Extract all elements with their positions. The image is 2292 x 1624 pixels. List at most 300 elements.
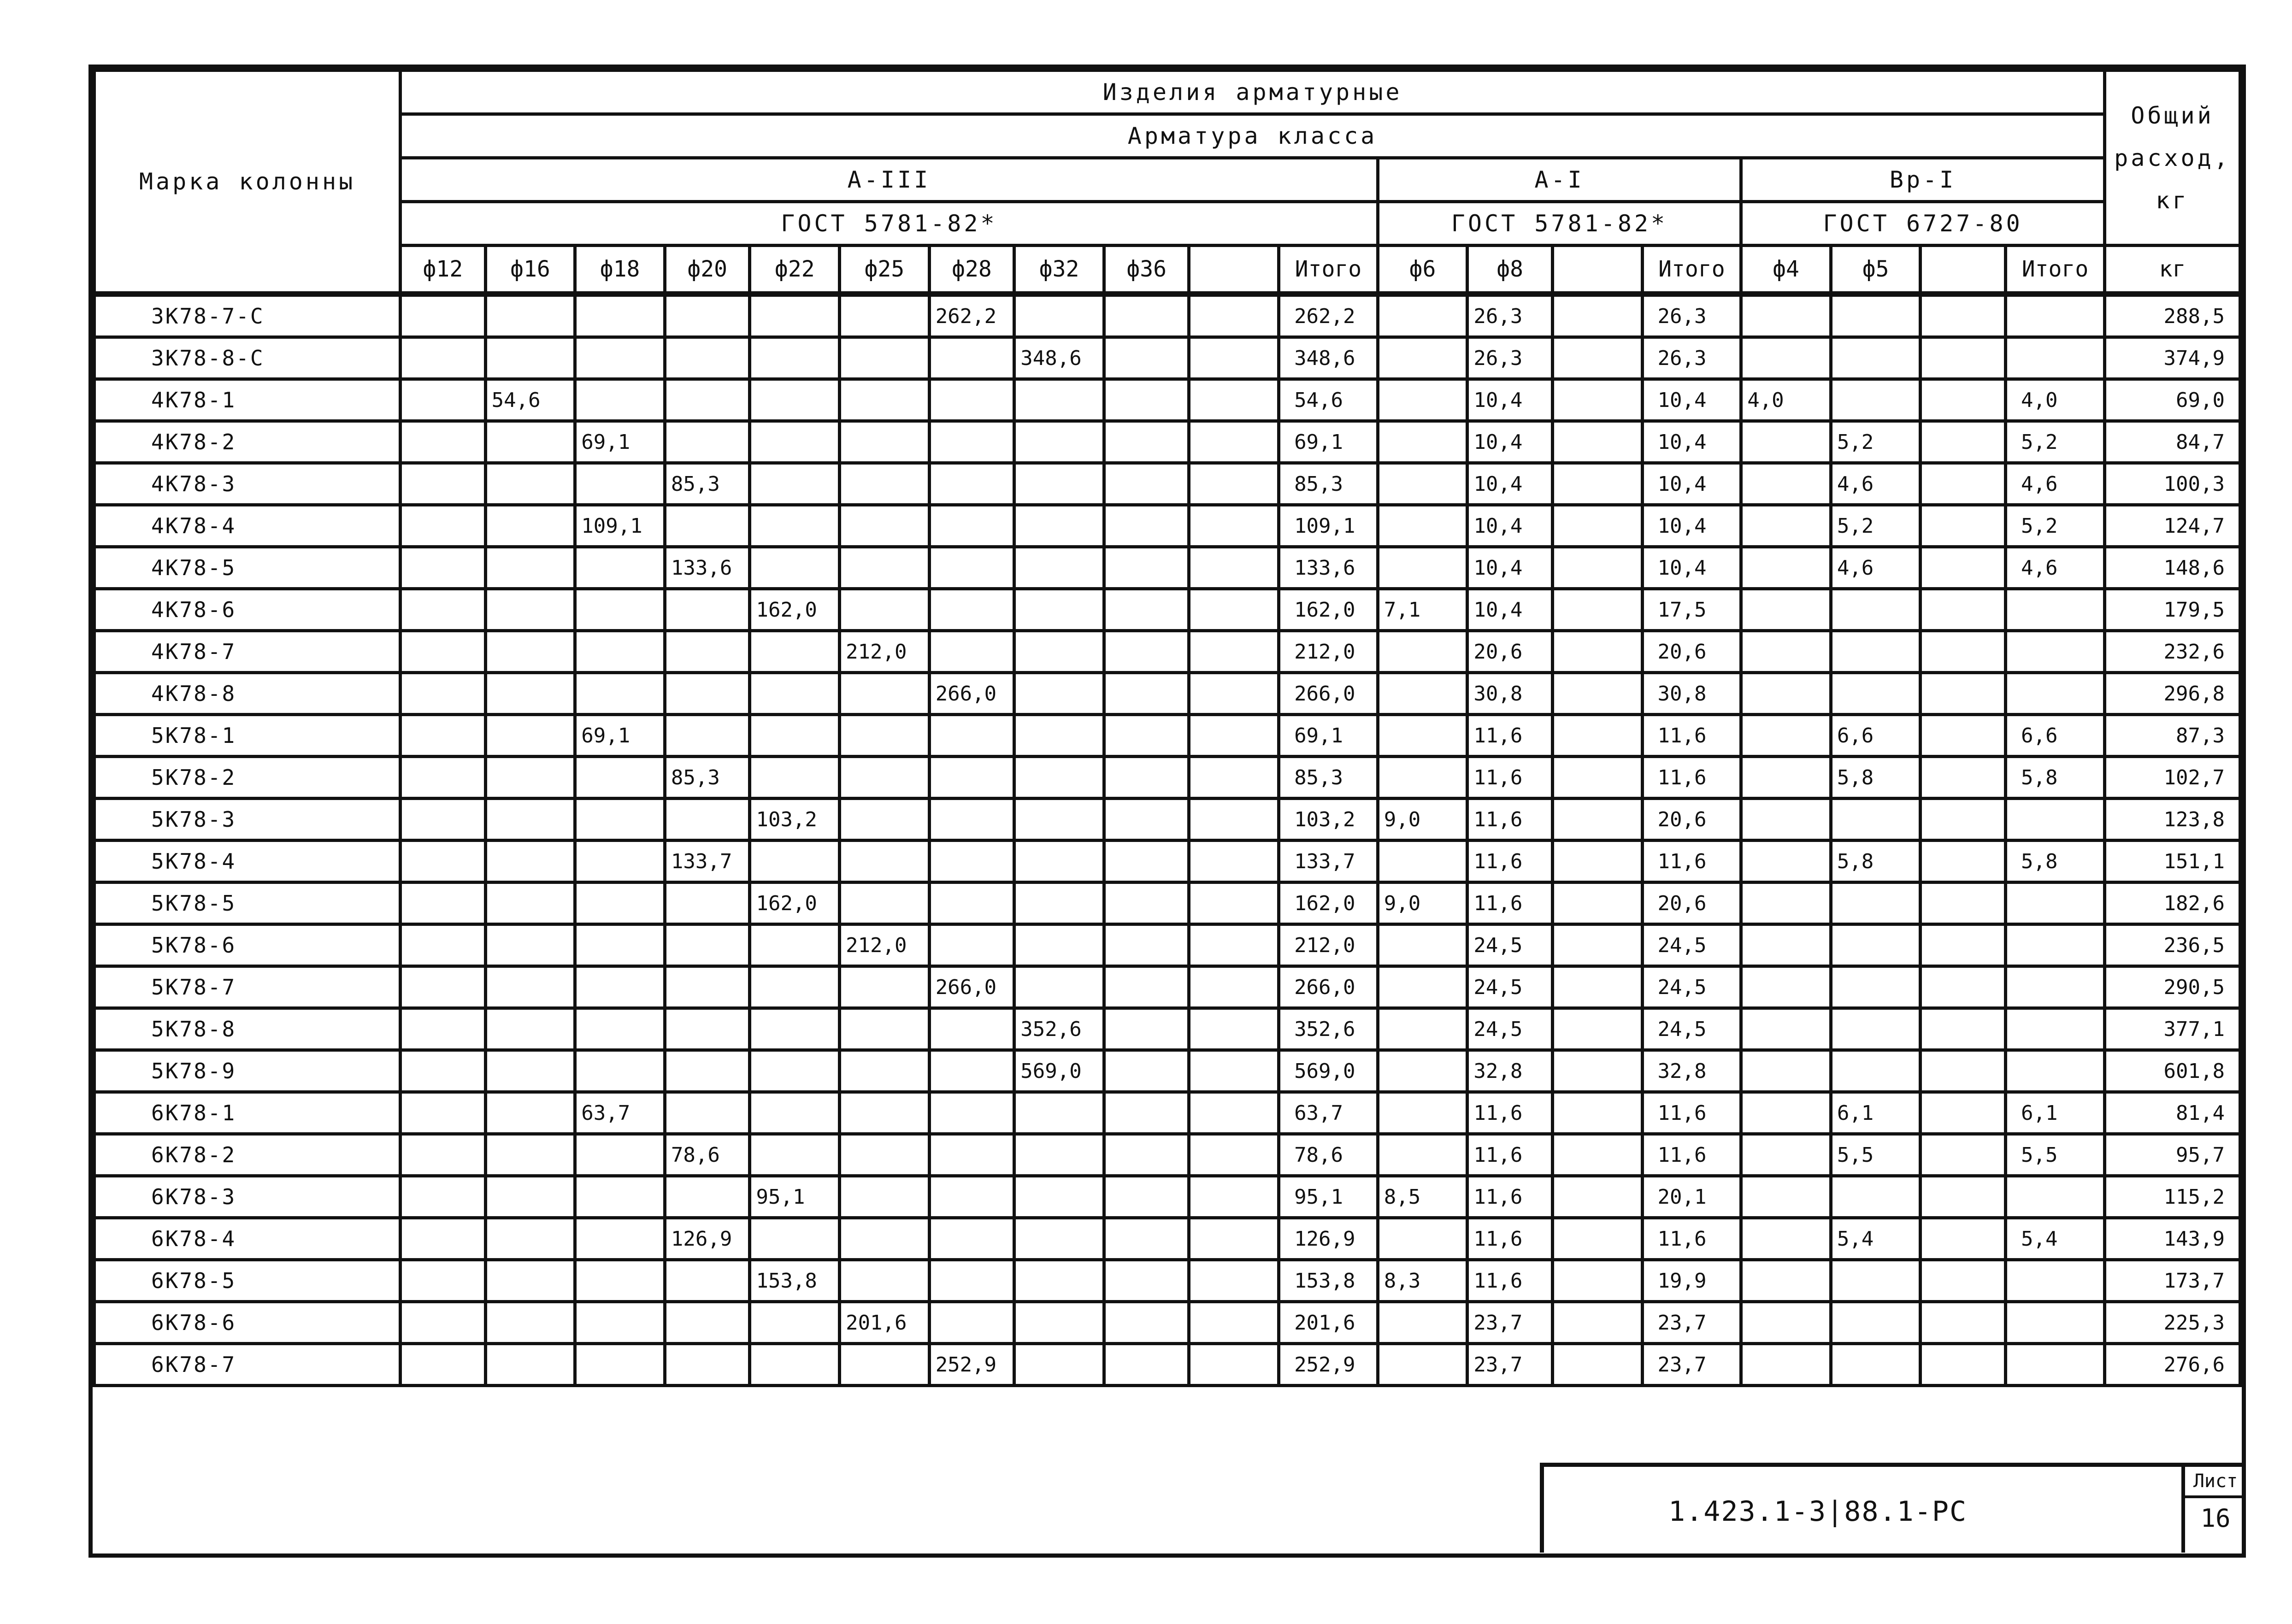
value-cell	[1552, 1176, 1642, 1218]
table-row	[94, 337, 2240, 379]
value-cell: 5,2	[2006, 421, 2105, 463]
diameter-header-vr1: ф4	[1741, 246, 1831, 294]
value-cell: 9,0	[1378, 799, 1467, 841]
value-cell	[401, 1008, 486, 1050]
value-cell	[1014, 421, 1104, 463]
value-cell	[485, 337, 575, 379]
title-block	[1540, 1463, 2246, 1553]
value-cell	[485, 463, 575, 505]
value-cell: 10,4	[1642, 421, 1741, 463]
value-cell	[1741, 1218, 1831, 1260]
value-cell: 201,6	[1279, 1302, 1378, 1344]
value-cell	[1921, 1218, 2006, 1260]
value-cell	[1378, 1344, 1467, 1386]
value-cell: 348,6	[1014, 337, 1104, 379]
value-cell	[1921, 1176, 2006, 1218]
value-cell	[665, 1302, 750, 1344]
value-cell	[1104, 757, 1189, 799]
table-row	[94, 715, 2240, 757]
value-cell	[929, 883, 1014, 924]
diameter-header-a3: ф22	[750, 246, 840, 294]
value-cell	[840, 294, 930, 337]
value-cell: 20,6	[1467, 631, 1553, 673]
sheet-number-box	[2181, 1467, 2246, 1553]
value-cell	[1831, 1050, 1921, 1092]
value-cell	[1552, 1092, 1642, 1134]
value-cell	[575, 1176, 665, 1218]
value-cell	[840, 966, 930, 1008]
value-cell	[401, 1218, 486, 1260]
value-cell: 4,6	[2006, 463, 2105, 505]
value-cell	[1189, 505, 1279, 547]
value-cell: 24,5	[1467, 924, 1553, 966]
value-cell	[1741, 547, 1831, 589]
value-cell	[1921, 715, 2006, 757]
table-row	[94, 294, 2240, 337]
total-cell: 123,8	[2104, 799, 2240, 841]
value-cell: 5,4	[2006, 1218, 2105, 1260]
value-cell	[929, 1008, 1014, 1050]
value-cell	[1014, 673, 1104, 715]
total-cell: 225,3	[2104, 1302, 2240, 1344]
value-cell	[1741, 294, 1831, 337]
value-cell	[840, 1134, 930, 1176]
value-cell	[750, 1092, 840, 1134]
value-cell: 5,8	[2006, 841, 2105, 883]
value-cell: 19,9	[1642, 1260, 1741, 1302]
value-cell	[1831, 1176, 1921, 1218]
value-cell	[929, 1302, 1014, 1344]
value-cell	[929, 924, 1014, 966]
value-cell: 11,6	[1467, 1134, 1553, 1176]
value-cell	[401, 505, 486, 547]
value-cell	[840, 883, 930, 924]
products-header: Изделия арматурные	[401, 71, 2105, 114]
value-cell: 23,7	[1467, 1344, 1553, 1386]
value-cell	[485, 841, 575, 883]
value-cell	[401, 547, 486, 589]
value-cell	[1014, 757, 1104, 799]
column-mark: 6К78-7	[94, 1344, 401, 1386]
total-cell: 84,7	[2104, 421, 2240, 463]
value-cell	[1831, 589, 1921, 631]
value-cell: 24,5	[1467, 1008, 1553, 1050]
value-cell	[1831, 1008, 1921, 1050]
value-cell	[1921, 883, 2006, 924]
diameter-header-a1: ф8	[1467, 246, 1553, 294]
class-a1-header: А-I	[1378, 158, 1741, 202]
column-mark: 4К78-6	[94, 589, 401, 631]
total-cell: 87,3	[2104, 715, 2240, 757]
value-cell: 212,0	[1279, 631, 1378, 673]
value-cell	[1189, 715, 1279, 757]
value-cell	[2006, 1176, 2105, 1218]
value-cell	[1831, 799, 1921, 841]
value-cell	[2006, 337, 2105, 379]
value-cell	[840, 1050, 930, 1092]
value-cell: 133,6	[665, 547, 750, 589]
total-cell: 95,7	[2104, 1134, 2240, 1176]
value-cell	[665, 966, 750, 1008]
value-cell	[1921, 673, 2006, 715]
value-cell	[575, 841, 665, 883]
column-mark: 4К78-5	[94, 547, 401, 589]
column-mark: 5К78-2	[94, 757, 401, 799]
value-cell	[401, 421, 486, 463]
value-cell	[1189, 1344, 1279, 1386]
value-cell	[485, 1092, 575, 1134]
value-cell: 11,6	[1467, 1260, 1553, 1302]
total-cell: 288,5	[2104, 294, 2240, 337]
value-cell: 78,6	[1279, 1134, 1378, 1176]
value-cell: 95,1	[750, 1176, 840, 1218]
value-cell: 63,7	[575, 1092, 665, 1134]
value-cell	[1104, 1050, 1189, 1092]
value-cell: 26,3	[1642, 337, 1741, 379]
value-cell	[1378, 547, 1467, 589]
value-cell: 63,7	[1279, 1092, 1378, 1134]
value-cell	[1741, 883, 1831, 924]
value-cell	[929, 799, 1014, 841]
value-cell	[665, 631, 750, 673]
value-cell	[840, 841, 930, 883]
value-cell	[485, 1218, 575, 1260]
table-row	[94, 1008, 2240, 1050]
value-cell	[840, 1344, 930, 1386]
value-cell: 5,8	[1831, 757, 1921, 799]
value-cell	[1014, 379, 1104, 421]
value-cell	[1921, 294, 2006, 337]
value-cell: 69,1	[575, 715, 665, 757]
value-cell: 5,2	[2006, 505, 2105, 547]
value-cell: 8,5	[1378, 1176, 1467, 1218]
column-mark: 6К78-6	[94, 1302, 401, 1344]
value-cell	[840, 1008, 930, 1050]
value-cell	[1552, 1260, 1642, 1302]
value-cell: 352,6	[1014, 1008, 1104, 1050]
value-cell	[2006, 294, 2105, 337]
value-cell: 10,4	[1467, 547, 1553, 589]
value-cell	[1741, 1134, 1831, 1176]
diameter-header-a3: ф20	[665, 246, 750, 294]
value-cell: 109,1	[1279, 505, 1378, 547]
column-mark: 5К78-4	[94, 841, 401, 883]
value-cell	[1378, 1134, 1467, 1176]
value-cell	[1552, 799, 1642, 841]
value-cell	[1014, 547, 1104, 589]
value-cell	[2006, 1302, 2105, 1344]
value-cell	[750, 505, 840, 547]
value-cell	[1014, 799, 1104, 841]
value-cell	[750, 1134, 840, 1176]
value-cell: 103,2	[750, 799, 840, 841]
value-cell	[1014, 294, 1104, 337]
value-cell	[929, 757, 1014, 799]
value-cell	[1104, 337, 1189, 379]
value-cell	[1378, 841, 1467, 883]
value-cell	[1552, 505, 1642, 547]
value-cell	[665, 337, 750, 379]
value-cell	[1552, 421, 1642, 463]
value-cell	[750, 715, 840, 757]
value-cell	[1831, 294, 1921, 337]
value-cell: 10,4	[1642, 463, 1741, 505]
value-cell	[401, 1176, 486, 1218]
column-mark: 4К78-8	[94, 673, 401, 715]
value-cell: 5,5	[1831, 1134, 1921, 1176]
value-cell: 24,5	[1642, 1008, 1741, 1050]
value-cell	[929, 505, 1014, 547]
value-cell	[401, 924, 486, 966]
total-cell: 232,6	[2104, 631, 2240, 673]
value-cell	[575, 463, 665, 505]
value-cell: 569,0	[1014, 1050, 1104, 1092]
value-cell	[1189, 1050, 1279, 1092]
column-mark: 5К78-1	[94, 715, 401, 757]
value-cell	[575, 673, 665, 715]
value-cell: 133,6	[1279, 547, 1378, 589]
value-cell: 352,6	[1279, 1008, 1378, 1050]
value-cell	[485, 1260, 575, 1302]
value-cell	[1921, 631, 2006, 673]
class-vr1-header: Вр-I	[1741, 158, 2105, 202]
value-cell	[750, 1302, 840, 1344]
value-cell: 11,6	[1642, 1092, 1741, 1134]
value-cell	[1378, 757, 1467, 799]
value-cell	[665, 1260, 750, 1302]
diameter-header-a1	[1552, 246, 1642, 294]
column-mark: 4К78-3	[94, 463, 401, 505]
value-cell	[1104, 799, 1189, 841]
value-cell	[1189, 337, 1279, 379]
value-cell	[1741, 1092, 1831, 1134]
value-cell: 262,2	[929, 294, 1014, 337]
value-cell: 6,6	[2006, 715, 2105, 757]
value-cell	[1104, 294, 1189, 337]
value-cell	[1921, 547, 2006, 589]
value-cell: 23,7	[1642, 1344, 1741, 1386]
value-cell: 153,8	[750, 1260, 840, 1302]
value-cell	[1741, 631, 1831, 673]
value-cell	[929, 379, 1014, 421]
value-cell	[1921, 1260, 2006, 1302]
value-cell: 266,0	[929, 673, 1014, 715]
value-cell	[575, 966, 665, 1008]
value-cell: 252,9	[1279, 1344, 1378, 1386]
table-row	[94, 1302, 2240, 1344]
table-row	[94, 1134, 2240, 1176]
table-row	[94, 1092, 2240, 1134]
total-cell: 151,1	[2104, 841, 2240, 883]
table-row	[94, 1176, 2240, 1218]
value-cell	[1014, 924, 1104, 966]
value-cell: 348,6	[1279, 337, 1378, 379]
value-cell	[1741, 799, 1831, 841]
value-cell	[1378, 1008, 1467, 1050]
total-cell: 290,5	[2104, 966, 2240, 1008]
value-cell: 11,6	[1467, 1176, 1553, 1218]
value-cell	[840, 1176, 930, 1218]
total-cell: 182,6	[2104, 883, 2240, 924]
value-cell: 54,6	[485, 379, 575, 421]
value-cell	[401, 757, 486, 799]
value-cell	[1189, 1260, 1279, 1302]
value-cell: 11,6	[1642, 841, 1741, 883]
value-cell	[1552, 966, 1642, 1008]
value-cell	[1552, 589, 1642, 631]
value-cell: 20,6	[1642, 631, 1741, 673]
total-cell: 81,4	[2104, 1092, 2240, 1134]
value-cell	[1378, 966, 1467, 1008]
value-cell	[2006, 883, 2105, 924]
value-cell	[665, 799, 750, 841]
value-cell: 162,0	[1279, 589, 1378, 631]
value-cell	[485, 1134, 575, 1176]
value-cell	[1189, 547, 1279, 589]
value-cell	[750, 421, 840, 463]
value-cell	[750, 337, 840, 379]
value-cell	[1104, 673, 1189, 715]
value-cell	[1378, 1092, 1467, 1134]
value-cell	[840, 589, 930, 631]
value-cell	[1552, 673, 1642, 715]
value-cell	[1378, 337, 1467, 379]
value-cell	[1741, 1260, 1831, 1302]
value-cell: 23,7	[1642, 1302, 1741, 1344]
value-cell	[929, 1218, 1014, 1260]
value-cell	[401, 589, 486, 631]
value-cell	[485, 1344, 575, 1386]
value-cell	[1831, 966, 1921, 1008]
value-cell	[575, 547, 665, 589]
value-cell	[1831, 1344, 1921, 1386]
value-cell	[840, 547, 930, 589]
value-cell: 212,0	[1279, 924, 1378, 966]
value-cell: 26,3	[1467, 337, 1553, 379]
value-cell	[575, 589, 665, 631]
value-cell	[665, 421, 750, 463]
value-cell	[575, 883, 665, 924]
value-cell: 11,6	[1642, 1218, 1741, 1260]
value-cell	[575, 1134, 665, 1176]
value-cell: 5,5	[2006, 1134, 2105, 1176]
column-mark: 4К78-7	[94, 631, 401, 673]
value-cell: 6,1	[1831, 1092, 1921, 1134]
value-cell	[1104, 1344, 1189, 1386]
value-cell	[575, 379, 665, 421]
value-cell: 10,4	[1642, 547, 1741, 589]
value-cell	[485, 673, 575, 715]
value-cell: 10,4	[1642, 505, 1741, 547]
value-cell: 24,5	[1642, 966, 1741, 1008]
value-cell	[1921, 799, 2006, 841]
diameter-header-vr1: Итого	[2006, 246, 2105, 294]
value-cell: 4,6	[2006, 547, 2105, 589]
column-mark: 6К78-1	[94, 1092, 401, 1134]
value-cell: 24,5	[1642, 924, 1741, 966]
table-row	[94, 1218, 2240, 1260]
column-mark: 5К78-9	[94, 1050, 401, 1092]
document-code: 1.423.1-3|88.1-РС	[1668, 1495, 1968, 1528]
value-cell	[750, 757, 840, 799]
value-cell: 6,6	[1831, 715, 1921, 757]
value-cell	[1189, 924, 1279, 966]
value-cell	[1921, 966, 2006, 1008]
value-cell	[929, 463, 1014, 505]
value-cell	[575, 1008, 665, 1050]
value-cell: 11,6	[1467, 799, 1553, 841]
total-cell: 102,7	[2104, 757, 2240, 799]
value-cell: 10,4	[1467, 421, 1553, 463]
value-cell	[1741, 1344, 1831, 1386]
total-cell: 179,5	[2104, 589, 2240, 631]
value-cell	[575, 294, 665, 337]
value-cell: 69,1	[1279, 421, 1378, 463]
value-cell	[1552, 924, 1642, 966]
value-cell	[1189, 1176, 1279, 1218]
diameter-header-a3: ф32	[1014, 246, 1104, 294]
value-cell	[1552, 1218, 1642, 1260]
value-cell	[1921, 841, 2006, 883]
value-cell	[929, 337, 1014, 379]
value-cell: 26,3	[1467, 294, 1553, 337]
value-cell	[750, 841, 840, 883]
total-consumption-header: Общий расход, кг	[2104, 71, 2240, 246]
value-cell	[1104, 715, 1189, 757]
column-mark: 3К78-7-С	[94, 294, 401, 337]
value-cell	[1921, 1050, 2006, 1092]
value-cell	[1921, 1344, 2006, 1386]
total-cell: 276,6	[2104, 1344, 2240, 1386]
value-cell	[929, 1092, 1014, 1134]
value-cell	[485, 294, 575, 337]
value-cell	[485, 1176, 575, 1218]
total-cell: 143,9	[2104, 1218, 2240, 1260]
total-cell: 173,7	[2104, 1260, 2240, 1302]
value-cell	[1104, 1218, 1189, 1260]
diameter-header-a3: ф12	[401, 246, 486, 294]
value-cell: 85,3	[1279, 757, 1378, 799]
value-cell	[1104, 379, 1189, 421]
value-cell	[1189, 673, 1279, 715]
value-cell	[1104, 505, 1189, 547]
value-cell: 252,9	[929, 1344, 1014, 1386]
table-row	[94, 547, 2240, 589]
value-cell	[1921, 421, 2006, 463]
value-cell: 162,0	[750, 589, 840, 631]
value-cell	[665, 294, 750, 337]
value-cell	[485, 799, 575, 841]
value-cell	[665, 1008, 750, 1050]
value-cell	[1741, 715, 1831, 757]
total-cell: 377,1	[2104, 1008, 2240, 1050]
value-cell	[2006, 799, 2105, 841]
value-cell	[1921, 1008, 2006, 1050]
value-cell	[1741, 1302, 1831, 1344]
column-mark: 5К78-5	[94, 883, 401, 924]
value-cell	[1189, 421, 1279, 463]
value-cell	[575, 1050, 665, 1092]
value-cell	[1189, 589, 1279, 631]
value-cell: 6,1	[2006, 1092, 2105, 1134]
rebar-class-header: Арматура класса	[401, 114, 2105, 158]
value-cell: 162,0	[750, 883, 840, 924]
column-mark: 5К78-3	[94, 799, 401, 841]
value-cell	[929, 631, 1014, 673]
column-mark: 4К78-4	[94, 505, 401, 547]
value-cell: 4,6	[1831, 547, 1921, 589]
total-cell: 374,9	[2104, 337, 2240, 379]
